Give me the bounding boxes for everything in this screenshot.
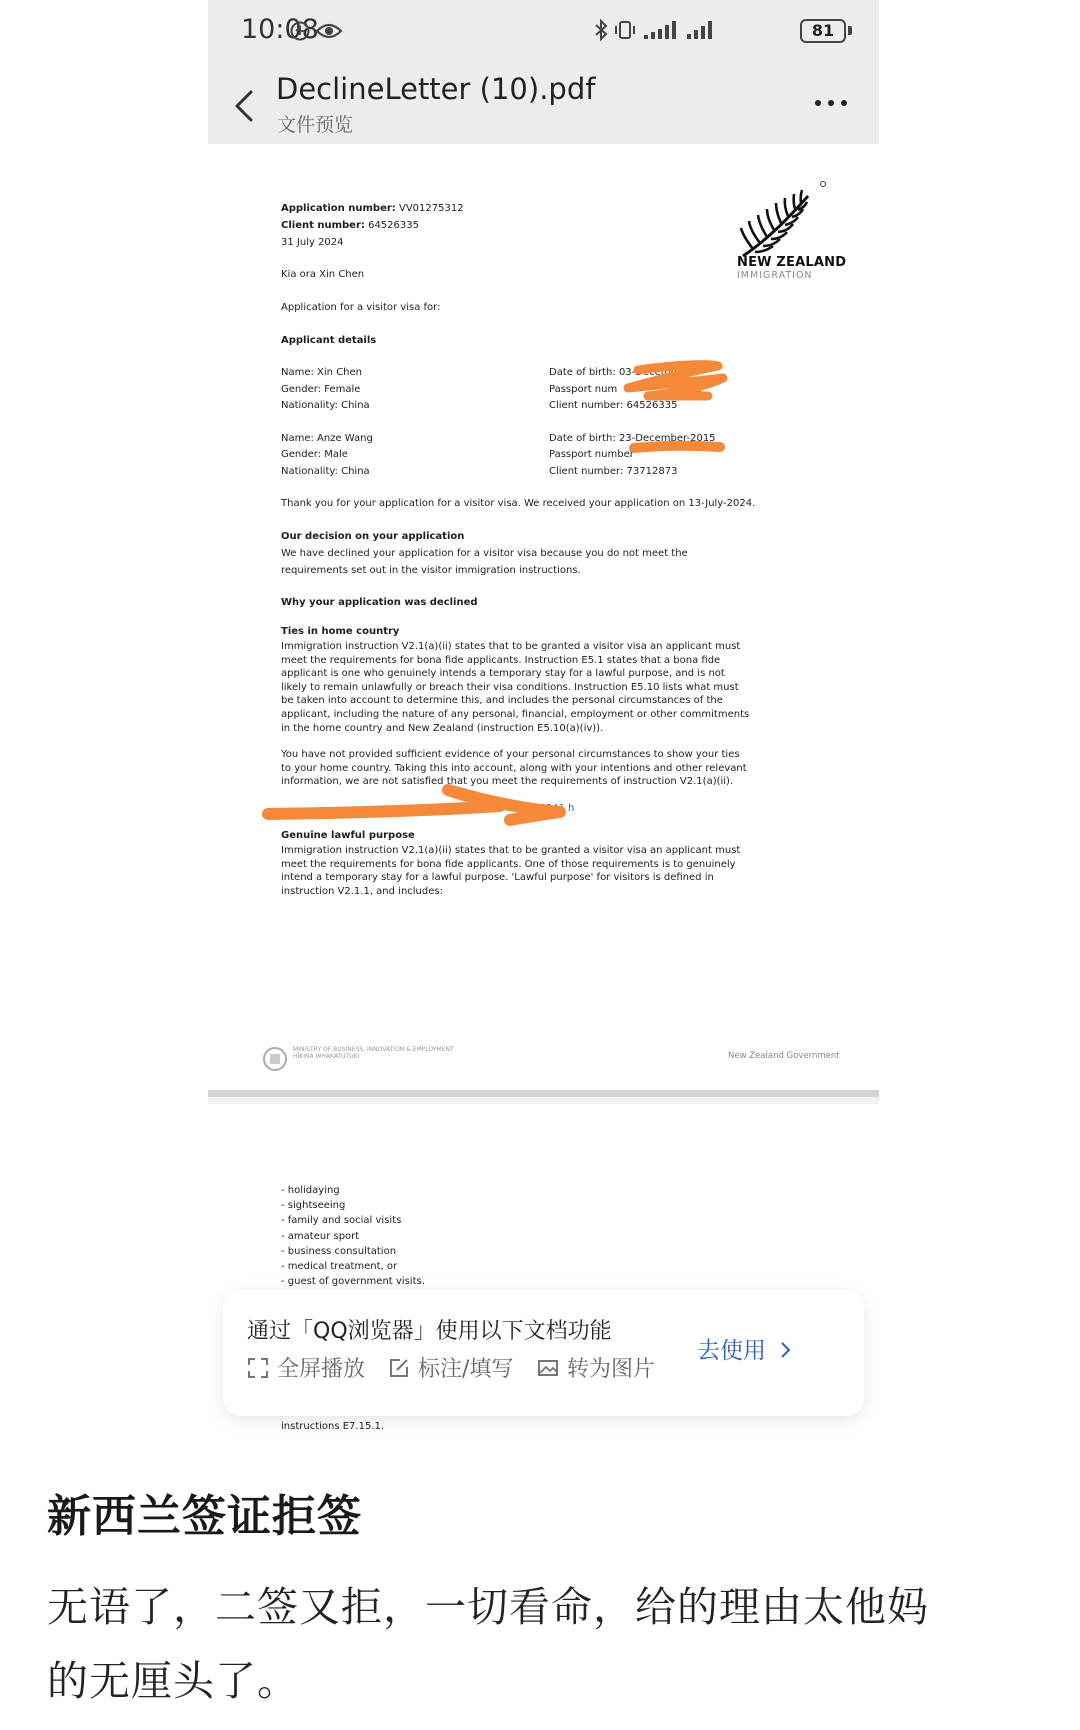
annotate-label: 标注/填写: [418, 1357, 514, 1382]
go-use-button[interactable]: [697, 1332, 793, 1365]
ties-conclusion-text: You have not provided sufficient evidence of your personal circumstances to show your ties to your home country. Taking this into account, along with your intentions and other relevant information, we are not satisfied that you meet the requirements of instruction V2.1(a)(ii).: [281, 749, 747, 788]
decision-heading: Our decision on your application: [281, 531, 465, 542]
fullscreen-label: 全屏播放: [277, 1357, 366, 1382]
footer-mbie: [293, 1046, 454, 1060]
applicant-1-gender: Gender: Female: [281, 384, 361, 395]
genuine-purpose-text: Immigration instruction V2.1(a)(ii) states that to be granted a visitor visa an applicant must meet the requirements for bona fide applicants. One of those requirements is to genuinely intend a temporary stay for a lawful purpose. 'Lawful purpose' for visitors is defined in instruction V2.1.1, and includes:: [281, 845, 741, 897]
letter-date: 31 July 2024: [281, 237, 344, 248]
battery-indicator: 81: [800, 19, 846, 43]
decision-text: We have declined your application for a visitor visa because you do not meet the requirements set out in the visitor immigration instructions.: [281, 548, 688, 576]
instructions-line: instructions E7.15.1.: [281, 1421, 385, 1432]
applicant-1-client-number: Client number: 64526335: [549, 400, 678, 411]
applicant-1-passport: Passport num: [549, 384, 618, 395]
purpose-list-item: - business consultation: [281, 1246, 397, 1257]
more-options-icon[interactable]: [812, 88, 852, 118]
purpose-list-item: - holidaying: [281, 1185, 340, 1196]
purpose-list-item: - guest of government visits.: [281, 1276, 425, 1287]
edit-icon: [388, 1357, 410, 1379]
eye-icon: [316, 21, 342, 41]
client-number-label: Client number:: [281, 220, 365, 231]
redacted-fragment: 34341 h: [533, 803, 575, 814]
vpn-icon: [290, 21, 310, 41]
footer-mbie-sub: HĪKINA WHAKATUTUKI: [293, 1053, 360, 1060]
greeting: Kia ora Xin Chen: [281, 269, 365, 280]
convert-image-option[interactable]: [537, 1352, 655, 1383]
post-title: 新西兰签证拒签: [47, 1491, 362, 1542]
ties-heading: Ties in home country: [281, 626, 400, 637]
why-declined-heading: Why your application was declined: [281, 597, 478, 608]
back-button[interactable]: [228, 84, 264, 128]
genuine-purpose-heading: Genuine lawful purpose: [281, 830, 415, 841]
applicant-2-nationality: Nationality: China: [281, 466, 370, 477]
bluetooth-icon: [594, 18, 608, 42]
applicant-1-dob: Date of birth: 03-Decemb: [549, 367, 677, 378]
signal-1-icon: [642, 20, 680, 40]
applicant-2-dob: Date of birth: 23-December-2015: [549, 433, 716, 444]
post-body-line-2: 的无厘头了。: [47, 1657, 299, 1705]
document-subtitle: 文件预览: [277, 114, 354, 136]
application-number-line: [281, 202, 464, 217]
applicant-2-passport: Passport number: [549, 449, 634, 460]
thanks-line: Thank you for your application for a visitor visa. We received your application on 13-July-2024.: [281, 498, 756, 509]
annotate-option[interactable]: [388, 1352, 513, 1383]
chevron-right-icon: [779, 1341, 793, 1359]
purpose-list-item: - medical treatment, or: [281, 1261, 398, 1272]
logo-subtitle: IMMIGRATION: [737, 270, 813, 281]
vibrate-icon: [614, 19, 636, 41]
status-time: 10:08: [241, 14, 319, 45]
applicant-2-name: Name: Anze Wang: [281, 433, 373, 444]
pdf-page-1[interactable]: [208, 144, 879, 1097]
applicant-1-passport-tail: 051: [683, 384, 703, 395]
government-crest-icon: [260, 1044, 290, 1074]
logo-name: NEW ZEALAND: [737, 255, 847, 270]
applicant-details-heading: Applicant details: [281, 335, 377, 346]
battery-tip: [848, 26, 852, 35]
client-number: 64526335: [368, 220, 419, 231]
title-bar: [208, 66, 879, 144]
image-icon: [537, 1357, 559, 1379]
applicant-2-gender: Gender: Male: [281, 449, 348, 460]
redaction-scribble-1: [608, 356, 728, 406]
post-body-line-1: 无语了，二签又拒，一切看命，给的理由太他妈: [47, 1583, 929, 1631]
footer-mbie-name: MINISTRY OF BUSINESS, INNOVATION & EMPLOYMENT: [293, 1046, 454, 1053]
document-title: DeclineLetter (10).pdf: [276, 72, 596, 106]
application-number-label: Application number:: [281, 203, 396, 214]
applicant-2-client-number: Client number: 73712873: [549, 466, 678, 477]
ties-text: Immigration instruction V2.1(a)(ii) states that to be granted a visitor visa an applicant must meet the requirements for bona fide applicants. Instruction E5.1 states that a bona fide applicant is one who genuinely intends a temporary stay for a lawful purpose, and is not likely to remain unlawfully or breach their visa conditions. Instruction E5.10 lists what must be taken into account to determine this, and includes the personal circumstances of the applicant, including the nature of any personal, financial, employment or other commitments in the home country and New Zealand (instruction E5.10(a)(iv)).: [281, 641, 750, 734]
purpose-list-item: - sightseeing: [281, 1200, 346, 1211]
signal-2-icon: [686, 20, 716, 40]
fullscreen-icon: [247, 1357, 269, 1379]
convert-image-label: 转为图片: [567, 1357, 656, 1382]
banner-title: 通过「QQ浏览器」使用以下文档功能: [247, 1319, 612, 1344]
application-number: VV01275312: [398, 203, 464, 214]
applicant-1-name: Name: Xin Chen: [281, 367, 363, 378]
go-use-label: 去使用: [697, 1338, 766, 1364]
purpose-list-item: - amateur sport: [281, 1231, 360, 1242]
client-number-line: [281, 219, 419, 234]
status-bar: [208, 0, 879, 66]
applicant-1-nationality: Nationality: China: [281, 400, 370, 411]
phone-screenshot: [208, 0, 879, 1446]
post-body: [47, 1570, 1047, 1718]
fullscreen-option[interactable]: [247, 1352, 365, 1383]
qq-browser-banner: [223, 1290, 864, 1416]
redaction-scribble-3: [260, 782, 580, 832]
intro-line: Application for a visitor visa for:: [281, 302, 441, 313]
purpose-list-item: - family and social visits: [281, 1215, 402, 1226]
footer-nz-government: New Zealand Government: [728, 1051, 840, 1061]
redaction-scribble-2: [628, 436, 728, 458]
